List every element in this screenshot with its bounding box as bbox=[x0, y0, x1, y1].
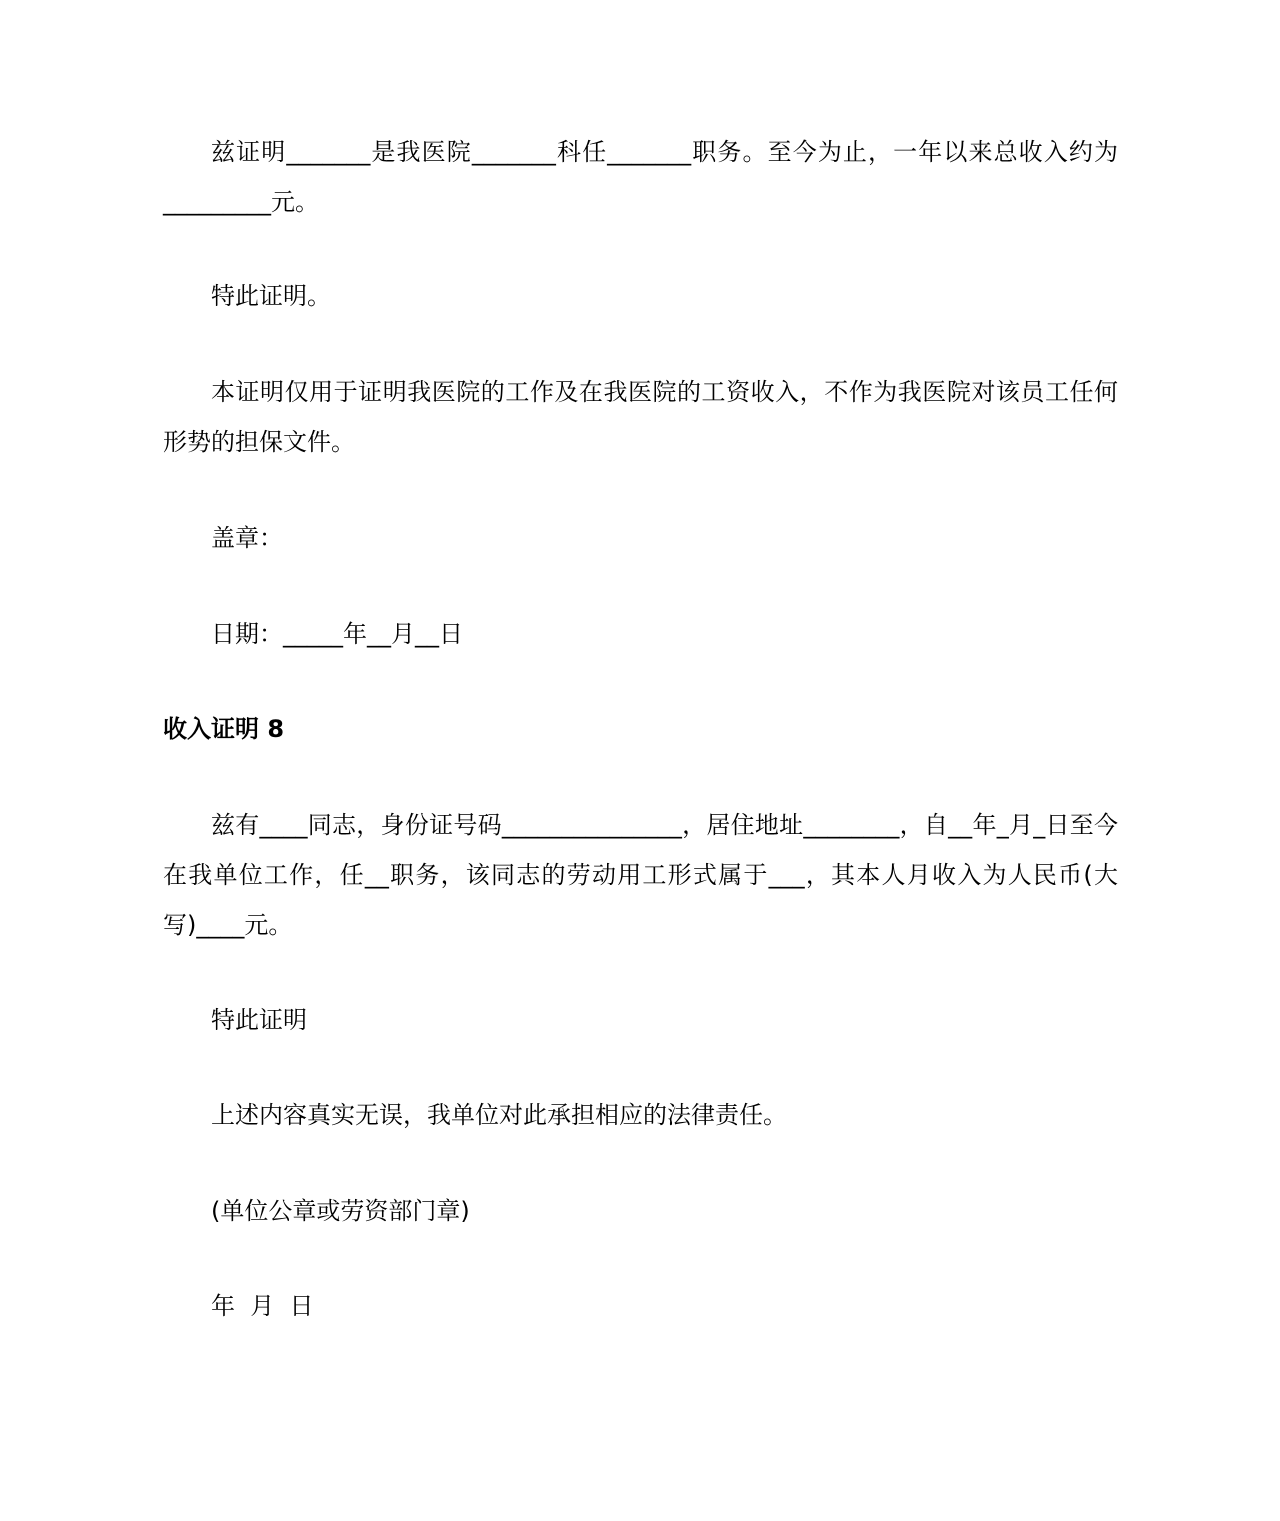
unit-seal-label: (单位公章或劳资部门章) bbox=[211, 1197, 470, 1225]
seal-label: 盖章： bbox=[211, 524, 283, 552]
date-line: 日期：_____年__月__日 bbox=[211, 620, 463, 648]
truthfulness-statement: 上述内容真实无误，我单位对此承担相应的法律责任。 bbox=[211, 1101, 787, 1129]
hereby-certify-text-2: 特此证明 bbox=[211, 1006, 307, 1034]
hereby-certify-text: 特此证明。 bbox=[211, 282, 331, 310]
certificate-statement-paragraph: 兹证明_______是我医院_______科任_______职务。至今为止，一年以来总收入约为_________元。 bbox=[163, 138, 1118, 216]
disclaimer-paragraph: 本证明仅用于证明我医院的工作及在我医院的工资收入，不作为我医院对该员工任何形势的担保文件。 bbox=[163, 378, 1118, 456]
date-line-2: 年 月 日 bbox=[211, 1292, 314, 1320]
income-statement-paragraph: 兹有____同志，身份证号码_______________，居住地址________，自__年_月_日至今在我单位工作，任__职务，该同志的劳动用工形式属于___，其本人月收入为人民币(大写)____元。 bbox=[163, 811, 1118, 939]
section-heading: 收入证明 8 bbox=[163, 715, 285, 743]
